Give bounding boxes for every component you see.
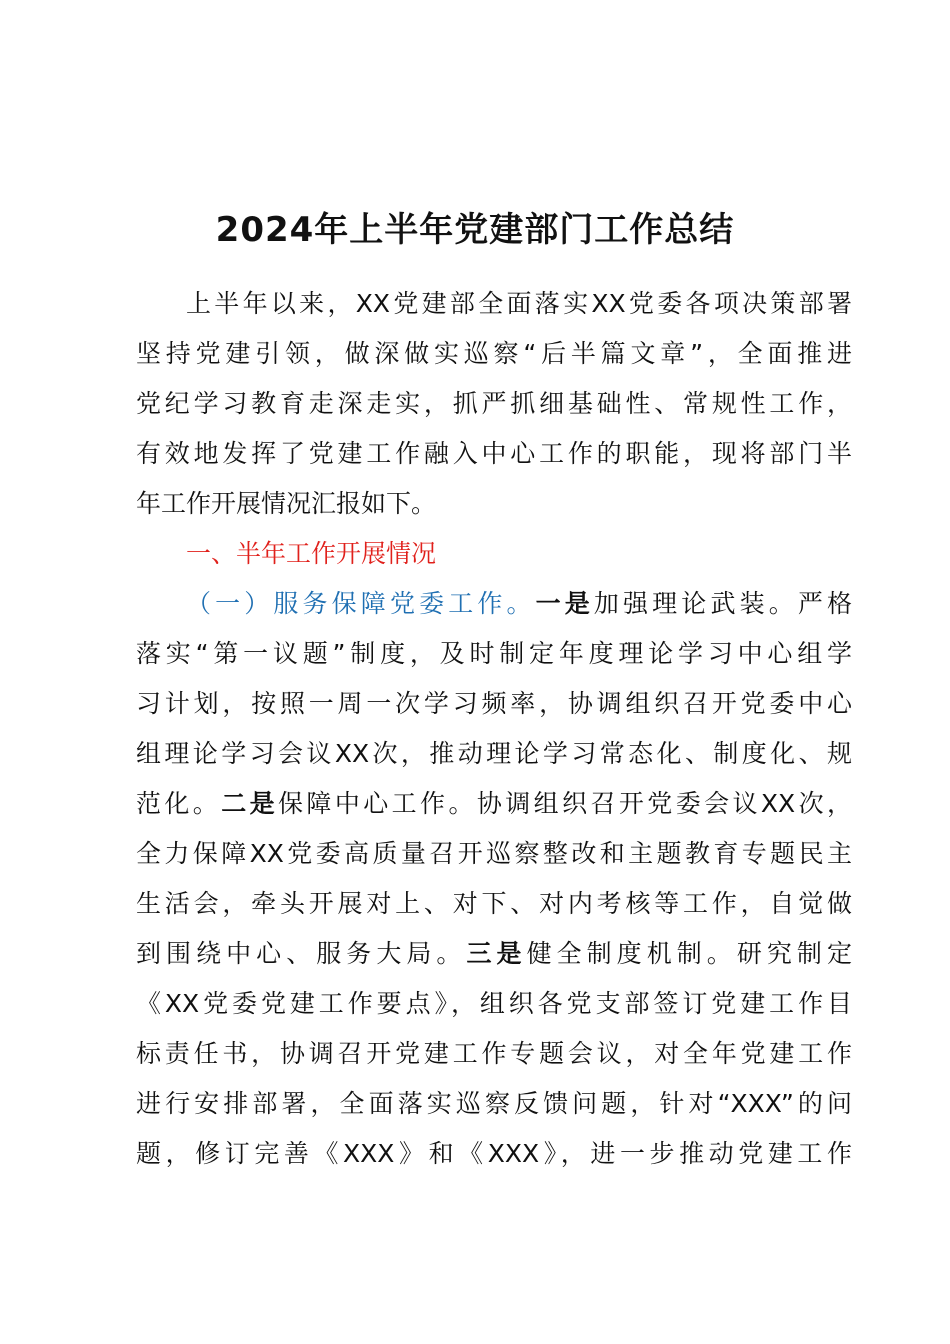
body-line xyxy=(136,936,852,972)
body-line: 组理论学习会议XX次，推动理论学习常态化、制度化、规 xyxy=(136,739,852,768)
body-text: 保障中心工作。协调组织召开党委会议XX次， xyxy=(278,789,852,818)
body-line: 题，修订完善《XXX》和《XXX》，进一步推动党建工作 xyxy=(136,1139,852,1168)
body-line: 《XX党委党建工作要点》，组织各党支部签订党建工作目 xyxy=(136,989,852,1018)
intro-line-3: 党纪学习教育走深走实，抓严抓细基础性、常规性工作， xyxy=(136,389,852,418)
body-text: 到围绕中心、服务大局。 xyxy=(136,939,467,968)
body-line: 生活会，牵头开展对上、对下、对内考核等工作，自觉做 xyxy=(136,889,852,918)
body-line: 进行安排部署，全面落实巡察反馈问题，针对“XXX”的问 xyxy=(136,1089,852,1118)
body-line: 标责任书，协调召开党建工作专题会议，对全年党建工作 xyxy=(136,1039,852,1068)
subsection-heading: （一）服务保障党委工作。 xyxy=(186,589,536,618)
document-title: 2024年上半年党建部门工作总结 xyxy=(215,210,735,250)
body-text: 范化。 xyxy=(136,789,222,818)
body-line: 习计划，按照一周一次学习频率，协调组织召开党委中心 xyxy=(136,689,852,718)
keyword-first: 一是 xyxy=(535,589,594,618)
intro-line-4: 有效地发挥了党建工作融入中心工作的职能，现将部门半 xyxy=(136,439,852,468)
intro-line-2: 坚持党建引领，做深做实巡察“后半篇文章”，全面推进 xyxy=(136,339,852,368)
intro-line-1: 上半年以来，XX党建部全面落实XX党委各项决策部署 xyxy=(186,289,852,318)
body-line xyxy=(136,786,852,822)
intro-line-5: 年工作开展情况汇报如下。 xyxy=(136,489,437,518)
keyword-third: 三是 xyxy=(466,939,527,968)
section-heading: 一、半年工作开展情况 xyxy=(186,539,437,568)
subsection-text: 加强理论武装。严格 xyxy=(593,589,852,618)
body-line: 落实“第一议题”制度，及时制定年度理论学习中心组学 xyxy=(136,639,852,668)
body-line: 全力保障XX党委高质量召开巡察整改和主题教育专题民主 xyxy=(136,839,852,868)
subsection-line-1 xyxy=(186,586,852,622)
keyword-second: 二是 xyxy=(221,789,279,818)
body-text: 健全制度机制。研究制定 xyxy=(526,939,852,968)
